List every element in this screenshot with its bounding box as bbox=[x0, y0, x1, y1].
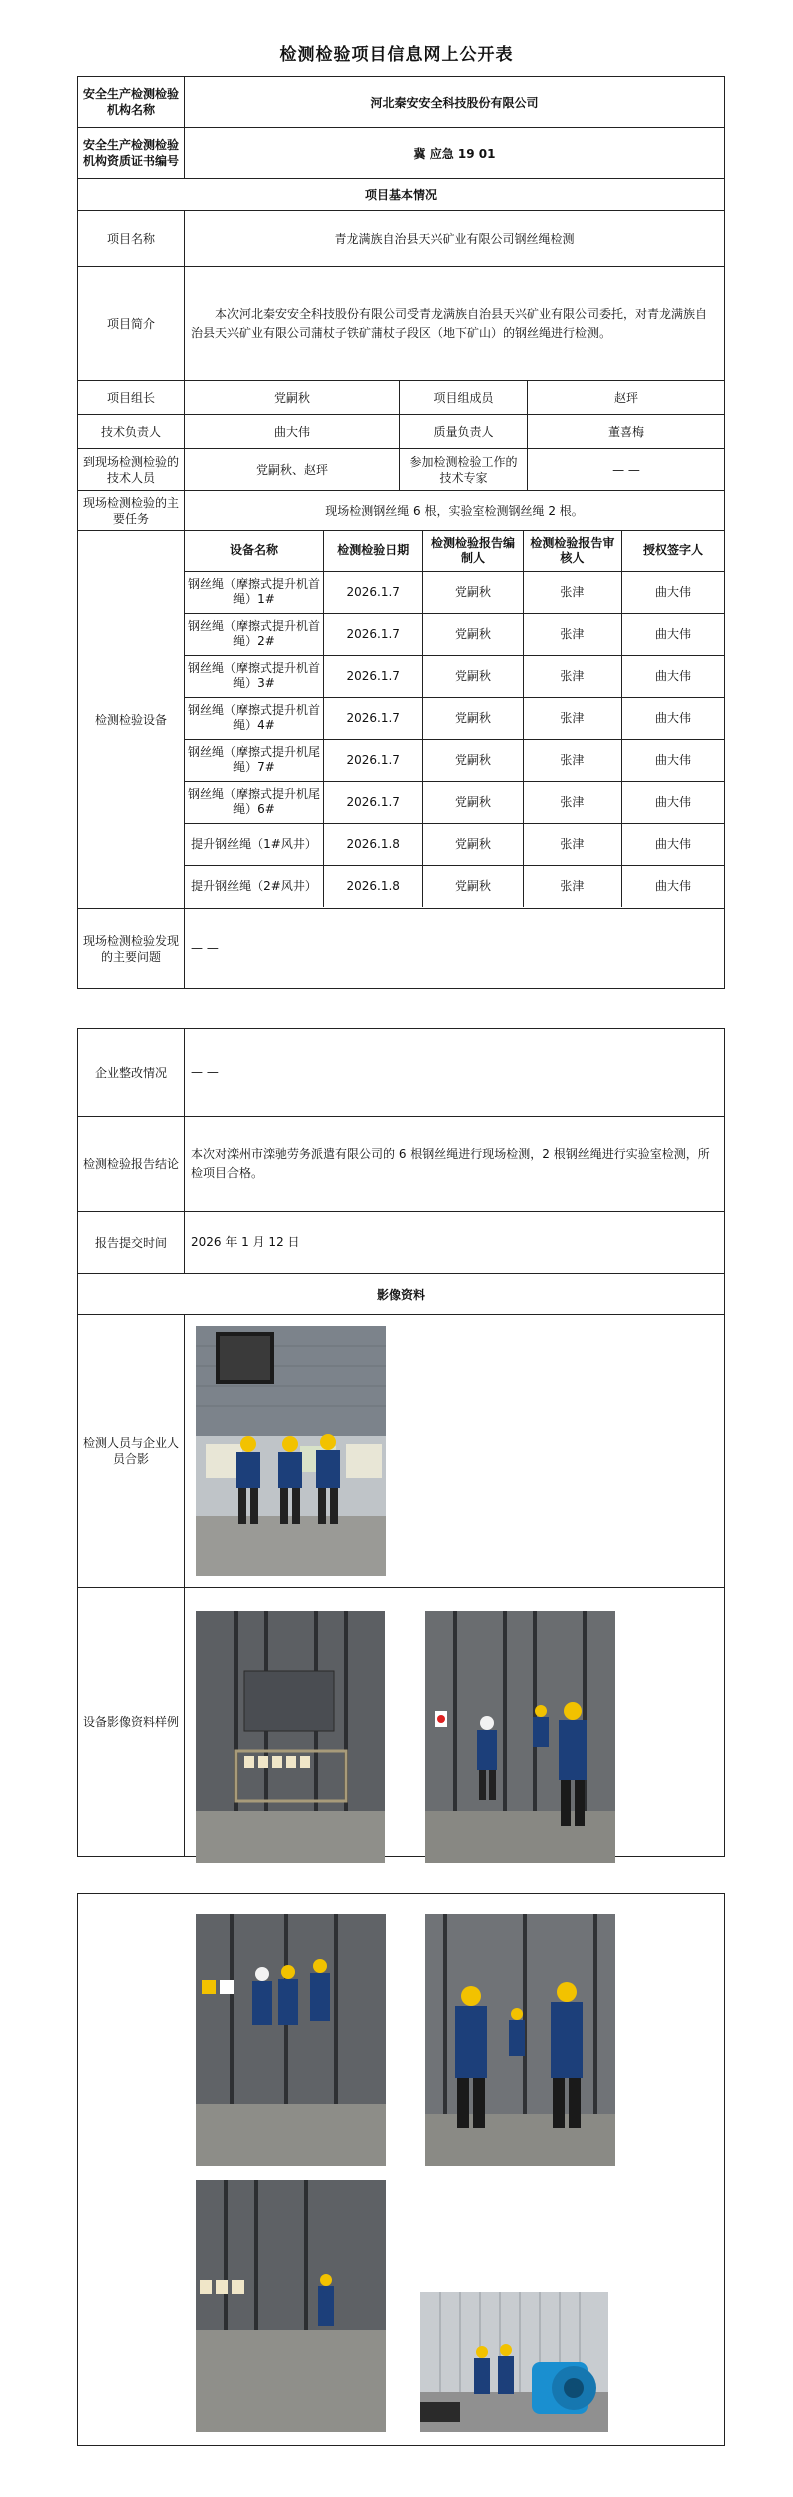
site-photo-3 bbox=[196, 2180, 386, 2432]
equipment-name: 钢丝绳（摩擦式提升机首绳）1# bbox=[185, 571, 324, 613]
rectification-label: 企业整改情况 bbox=[78, 1029, 185, 1117]
report-table bbox=[77, 1028, 725, 1857]
equipment-author: 党嗣秋 bbox=[423, 571, 523, 613]
section-basic-heading: 项目基本情况 bbox=[78, 179, 725, 211]
issues-value: — — bbox=[185, 909, 725, 989]
photo-table bbox=[77, 1893, 725, 2446]
submit-time-value: 2026 年 1 月 12 日 bbox=[185, 1212, 725, 1274]
table-row bbox=[185, 739, 724, 781]
equipment-date: 2026.1.7 bbox=[324, 613, 423, 655]
table-row bbox=[185, 823, 724, 865]
equipment-cell bbox=[185, 531, 725, 909]
onsite-staff-label: 到现场检测检验的技术人员 bbox=[78, 449, 185, 491]
table-row bbox=[185, 571, 724, 613]
equipment-name: 钢丝绳（摩擦式提升机首绳）3# bbox=[185, 655, 324, 697]
table-row bbox=[185, 865, 724, 907]
equipment-signer: 曲大伟 bbox=[622, 655, 724, 697]
equipment-author: 党嗣秋 bbox=[423, 697, 523, 739]
equipment-header-author: 检测检验报告编制人 bbox=[423, 531, 523, 571]
equipment-author: 党嗣秋 bbox=[423, 655, 523, 697]
table-row bbox=[185, 697, 724, 739]
equipment-header-reviewer: 检测检验报告审核人 bbox=[523, 531, 621, 571]
project-name-value: 青龙满族自治县天兴矿业有限公司钢丝绳检测 bbox=[185, 211, 725, 267]
site-photo-4 bbox=[420, 2292, 608, 2432]
equipment-reviewer: 张津 bbox=[523, 823, 621, 865]
equipment-reviewer: 张津 bbox=[523, 655, 621, 697]
table-row bbox=[185, 613, 724, 655]
org-name-label: 安全生产检测检验机构名称 bbox=[78, 77, 185, 128]
site-photo-2 bbox=[425, 1914, 615, 2166]
equipment-date: 2026.1.7 bbox=[324, 655, 423, 697]
equipment-signer: 曲大伟 bbox=[622, 697, 724, 739]
equipment-reviewer: 张津 bbox=[523, 781, 621, 823]
equipment-header-signer: 授权签字人 bbox=[622, 531, 724, 571]
section-images-heading: 影像资料 bbox=[78, 1274, 725, 1315]
conclusion-value: 本次对滦州市滦驰劳务派遣有限公司的 6 根钢丝绳进行现场检测，2 根钢丝绳进行实验室检测，所检项目合格。 bbox=[185, 1117, 725, 1212]
equipment-name: 钢丝绳（摩擦式提升机首绳）4# bbox=[185, 697, 324, 739]
equipment-reviewer: 张津 bbox=[523, 865, 621, 907]
equipment-name: 提升钢丝绳（2#风井） bbox=[185, 865, 324, 907]
equipment-signer: 曲大伟 bbox=[622, 823, 724, 865]
onsite-staff-value: 党嗣秋、赵玶 bbox=[185, 449, 400, 491]
equipment-signer: 曲大伟 bbox=[622, 865, 724, 907]
equipment-name: 提升钢丝绳（1#风井） bbox=[185, 823, 324, 865]
site-photo-1 bbox=[196, 1914, 386, 2166]
equipment-reviewer: 张津 bbox=[523, 697, 621, 739]
group-photo-label: 检测人员与企业人员合影 bbox=[78, 1315, 185, 1588]
equipment-date: 2026.1.8 bbox=[324, 823, 423, 865]
rectification-value: — — bbox=[185, 1029, 725, 1117]
issues-label: 现场检测检验发现的主要问题 bbox=[78, 909, 185, 989]
task-value: 现场检测钢丝绳 6 根，实验室检测钢丝绳 2 根。 bbox=[185, 491, 725, 531]
equipment-photo-1 bbox=[196, 1611, 385, 1863]
equipment-date: 2026.1.7 bbox=[324, 697, 423, 739]
equipment-signer: 曲大伟 bbox=[622, 571, 724, 613]
equipment-signer: 曲大伟 bbox=[622, 613, 724, 655]
org-name-value: 河北秦安安全科技股份有限公司 bbox=[185, 77, 725, 128]
tech-lead-label: 技术负责人 bbox=[78, 415, 185, 449]
equipment-signer: 曲大伟 bbox=[622, 781, 724, 823]
expert-value: — — bbox=[528, 449, 725, 491]
table-row bbox=[185, 655, 724, 697]
equipment-date: 2026.1.8 bbox=[324, 865, 423, 907]
equipment-name: 钢丝绳（摩擦式提升机尾绳）7# bbox=[185, 739, 324, 781]
conclusion-label: 检测检验报告结论 bbox=[78, 1117, 185, 1212]
submit-time-label: 报告提交时间 bbox=[78, 1212, 185, 1274]
equipment-name: 钢丝绳（摩擦式提升机首绳）2# bbox=[185, 613, 324, 655]
info-table bbox=[77, 76, 725, 989]
equipment-author: 党嗣秋 bbox=[423, 781, 523, 823]
member-label: 项目组成员 bbox=[400, 381, 528, 415]
equipment-date: 2026.1.7 bbox=[324, 571, 423, 613]
equipment-author: 党嗣秋 bbox=[423, 823, 523, 865]
project-name-label: 项目名称 bbox=[78, 211, 185, 267]
equipment-header-name: 设备名称 bbox=[185, 531, 324, 571]
expert-label: 参加检测检验工作的技术专家 bbox=[400, 449, 528, 491]
quality-lead-value: 董喜梅 bbox=[528, 415, 725, 449]
cert-label: 安全生产检测检验机构资质证书编号 bbox=[78, 128, 185, 179]
project-intro-value: 本次河北秦安安全科技股份有限公司受青龙满族自治县天兴矿业有限公司委托，对青龙满族自治县天兴矿业有限公司蒲杖子铁矿蒲杖子段区（地下矿山）的钢丝绳进行检测。 bbox=[185, 267, 725, 381]
equipment-reviewer: 张津 bbox=[523, 571, 621, 613]
equipment-reviewer: 张津 bbox=[523, 739, 621, 781]
project-intro-label: 项目简介 bbox=[78, 267, 185, 381]
photo-continuation-cell bbox=[78, 1894, 725, 2446]
equipment-photo-2 bbox=[425, 1611, 615, 1863]
table-row bbox=[185, 781, 724, 823]
equipment-author: 党嗣秋 bbox=[423, 613, 523, 655]
group-photo bbox=[196, 1326, 386, 1576]
equipment-label: 检测检验设备 bbox=[78, 531, 185, 909]
quality-lead-label: 质量负责人 bbox=[400, 415, 528, 449]
equipment-signer: 曲大伟 bbox=[622, 739, 724, 781]
equipment-table bbox=[185, 531, 724, 907]
equipment-header-row bbox=[185, 531, 724, 571]
equipment-author: 党嗣秋 bbox=[423, 739, 523, 781]
page-title: 检测检验项目信息网上公开表 bbox=[279, 45, 514, 65]
equipment-date: 2026.1.7 bbox=[324, 781, 423, 823]
leader-label: 项目组长 bbox=[78, 381, 185, 415]
tech-lead-value: 曲大伟 bbox=[185, 415, 400, 449]
cert-value: 冀 应急 19 01 bbox=[185, 128, 725, 179]
member-value: 赵玶 bbox=[528, 381, 725, 415]
equipment-date: 2026.1.7 bbox=[324, 739, 423, 781]
equipment-name: 钢丝绳（摩擦式提升机尾绳）6# bbox=[185, 781, 324, 823]
equipment-photo-label: 设备影像资料样例 bbox=[78, 1588, 185, 1857]
equipment-author: 党嗣秋 bbox=[423, 865, 523, 907]
equipment-header-date: 检测检验日期 bbox=[324, 531, 423, 571]
leader-value: 党嗣秋 bbox=[185, 381, 400, 415]
equipment-reviewer: 张津 bbox=[523, 613, 621, 655]
task-label: 现场检测检验的主要任务 bbox=[78, 491, 185, 531]
